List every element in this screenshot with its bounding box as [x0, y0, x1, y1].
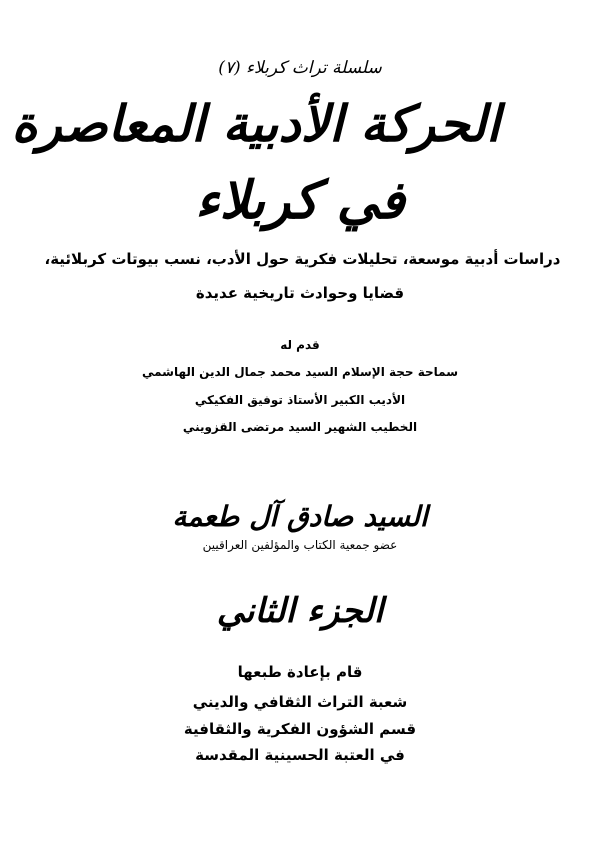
introducer-name: الخطيب الشهير السيد مرتضى القزويني: [182, 420, 418, 434]
reprint-line: قام بإعادة طبعها: [237, 663, 363, 681]
subtitle-line-2: قضايا وحوادث تاريخية عديدة: [195, 284, 405, 302]
reprint-line: شعبة التراث الثقافي والديني: [192, 693, 408, 711]
introducer-name: الأديب الكبير الأستاذ توفيق الفكيكي: [194, 393, 406, 407]
series-label: سلسلة تراث كربلاء (٧): [218, 58, 382, 78]
introduction-label: قدم له: [280, 338, 320, 352]
book-title-line-2: في كربلاء: [195, 170, 405, 231]
reprint-line: قسم الشؤون الفكرية والثقافية: [183, 720, 417, 738]
author-name: السيد صادق آل طعمة: [172, 500, 428, 533]
author-membership: عضو جمعية الكتاب والمؤلفين العراقيين: [202, 538, 398, 552]
subtitle-line-1: دراسات أدبية موسعة، تحليلات فكرية حول الأدب، نسب بيوتات كربلائية،: [44, 250, 561, 268]
book-title-line-1: الحركة الأدبية المعاصرة: [11, 94, 500, 153]
introducer-name: سماحة حجة الإسلام السيد محمد جمال الدين الهاشمي: [141, 365, 459, 379]
volume-label: الجزء الثاني: [216, 591, 384, 631]
reprint-line: في العتبة الحسينية المقدسة: [195, 746, 405, 764]
